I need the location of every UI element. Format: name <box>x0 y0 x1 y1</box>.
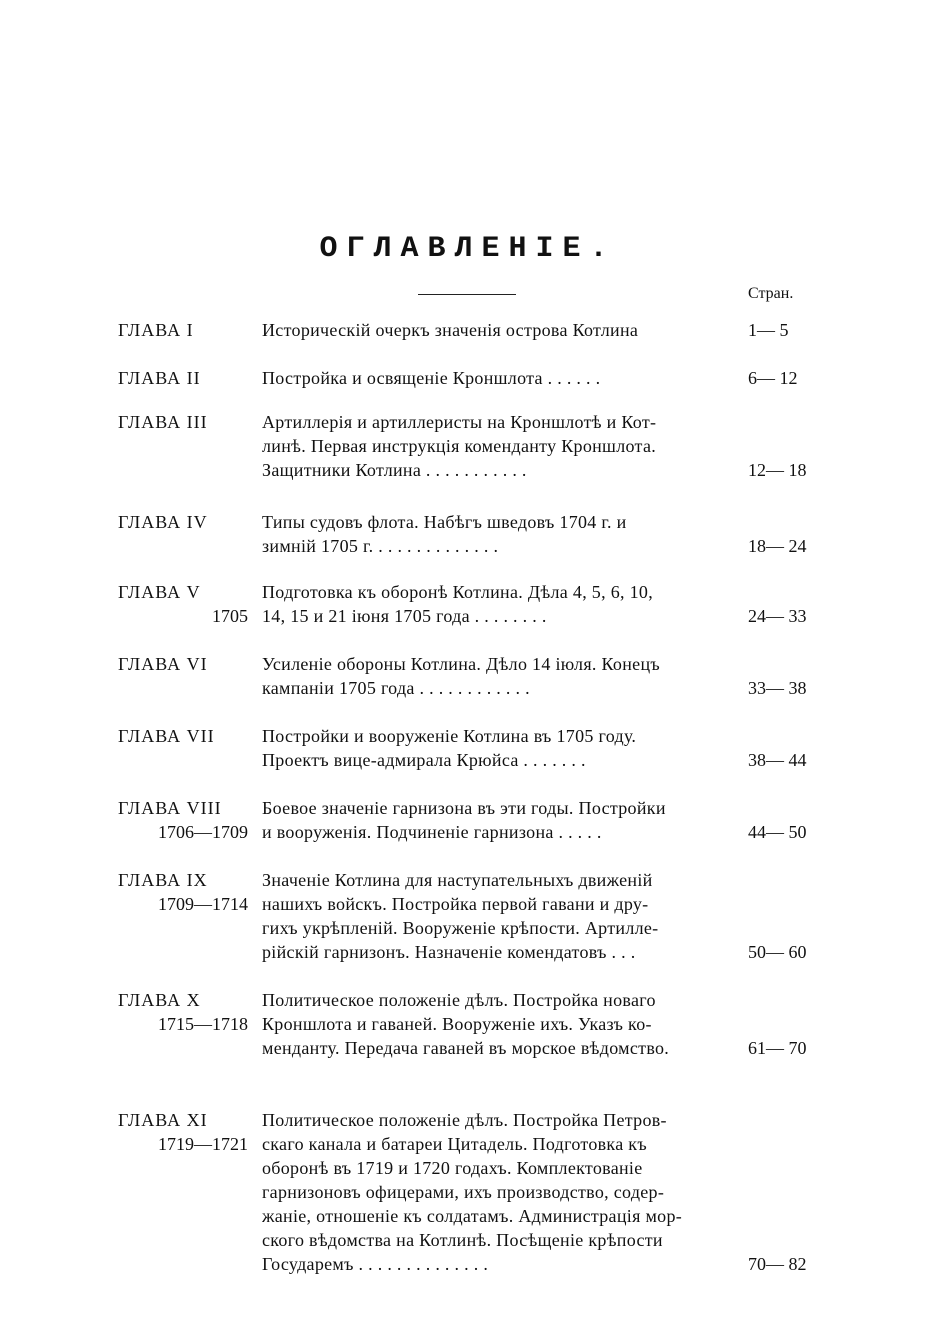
description-line: Политическое положеніе дѣлъ. Постройка новаго <box>262 990 656 1010</box>
description-line: оборонѣ въ 1719 и 1720 годахъ. Комплектованіе <box>262 1158 643 1178</box>
chapter-description <box>262 724 724 772</box>
page-range: 1— 5 <box>748 320 789 340</box>
page-range: 6— 12 <box>748 368 798 388</box>
chapter-label <box>118 652 258 676</box>
description-line: Государемъ . . . . . . . . . . . . . . <box>262 1254 489 1274</box>
chapter-number: ГЛАВА XI <box>118 1110 208 1130</box>
description-line: гихъ укрѣпленій. Вооруженіе крѣпости. Артилле- <box>262 918 659 938</box>
chapter-number: ГЛАВА I <box>118 320 194 340</box>
page-range: 24— 33 <box>748 606 807 626</box>
chapter-years: 1709—1714 <box>158 894 248 914</box>
chapter-number: ГЛАВА III <box>118 412 208 432</box>
chapter-description <box>262 1108 724 1276</box>
description-line: скаго канала и батареи Цитадель. Подготовка къ <box>262 1134 647 1154</box>
description-line: кампаніи 1705 года . . . . . . . . . . . . <box>262 678 530 698</box>
page-range: 61— 70 <box>748 1038 807 1058</box>
chapter-years: 1715—1718 <box>158 1014 248 1034</box>
chapter-label <box>118 868 258 916</box>
page-range: 50— 60 <box>748 942 807 962</box>
description-line: Типы судовъ флота. Набѣгъ шведовъ 1704 г. и <box>262 512 627 532</box>
chapter-description <box>262 366 724 390</box>
description-line: Подготовка къ оборонѣ Котлина. Дѣла 4, 5, 6, 10, <box>262 582 653 602</box>
chapter-label <box>118 724 258 748</box>
description-line: Значеніе Котлина для наступательныхъ движеній <box>262 870 653 890</box>
chapter-description <box>262 410 724 482</box>
chapter-number: ГЛАВА VI <box>118 654 208 674</box>
description-line: линѣ. Первая инструкція коменданту Кроншлота. <box>262 436 657 456</box>
description-line: Историческій очеркъ значенія острова Котлина <box>262 320 639 340</box>
description-line: зимній 1705 г. . . . . . . . . . . . . . <box>262 536 499 556</box>
page-range: 44— 50 <box>748 822 807 842</box>
chapter-number: ГЛАВА IX <box>118 870 208 890</box>
description-line: нашихъ войскъ. Постройка первой гавани и дру- <box>262 894 649 914</box>
chapter-label <box>118 988 258 1036</box>
chapter-description <box>262 652 724 700</box>
page-title: ОГЛАВЛЕНІЕ. <box>319 232 617 266</box>
description-line: 14, 15 и 21 іюня 1705 года . . . . . . . . <box>262 606 547 626</box>
description-line: Усиленіе обороны Котлина. Дѣло 14 іюля. Конецъ <box>262 654 660 674</box>
chapter-description <box>262 796 724 844</box>
description-line: Артиллерія и артиллеристы на Кроншлотѣ и Кот- <box>262 412 657 432</box>
description-line: и вооруженія. Подчиненіе гарнизона . . . . . <box>262 822 602 842</box>
description-line: Защитники Котлина . . . . . . . . . . . <box>262 460 527 480</box>
chapter-years: 1705 <box>212 606 248 626</box>
description-line: Политическое положеніе дѣлъ. Постройка Петров- <box>262 1110 667 1130</box>
description-line: ского вѣдомства на Котлинѣ. Посѣщеніе крѣпости <box>262 1230 663 1250</box>
description-line: гарнизоновъ офицерами, ихъ производство, содер- <box>262 1182 665 1202</box>
chapter-description <box>262 510 724 558</box>
chapter-label <box>118 410 258 434</box>
page-range: 70— 82 <box>748 1254 807 1274</box>
page-range: 18— 24 <box>748 536 807 556</box>
chapter-description <box>262 868 724 964</box>
description-line: Постройки и вооруженіе Котлина въ 1705 году. <box>262 726 637 746</box>
chapter-label <box>118 366 258 390</box>
pages-column-header: Стран. <box>748 285 794 302</box>
chapter-label <box>118 580 258 628</box>
page-range: 38— 44 <box>748 750 807 770</box>
chapter-label <box>118 510 258 534</box>
description-line: жаніе, отношеніе къ солдатамъ. Администрація мор- <box>262 1206 683 1226</box>
chapter-description <box>262 988 724 1060</box>
description-line: менданту. Передача гаваней въ морское вѣдомство. <box>262 1038 670 1058</box>
page-range: 33— 38 <box>748 678 807 698</box>
chapter-number: ГЛАВА II <box>118 368 201 388</box>
chapter-years: 1719—1721 <box>158 1134 248 1154</box>
chapter-description <box>262 318 724 342</box>
chapter-number: ГЛАВА VIII <box>118 798 222 818</box>
chapter-description <box>262 580 724 628</box>
description-line: Кроншлота и гаваней. Вооруженіе ихъ. Указъ ко- <box>262 1014 652 1034</box>
chapter-years: 1706—1709 <box>158 822 248 842</box>
description-line: рійскій гарнизонъ. Назначеніе комендатовъ . . . <box>262 942 636 962</box>
chapter-number: ГЛАВА V <box>118 582 201 602</box>
chapter-label <box>118 796 258 844</box>
description-line: Проектъ вице-адмирала Крюйса . . . . . . . <box>262 750 586 770</box>
chapter-number: ГЛАВА IV <box>118 512 208 532</box>
page-range: 12— 18 <box>748 460 807 480</box>
chapter-label <box>118 1108 258 1156</box>
chapter-label <box>118 318 258 342</box>
title-rule <box>418 294 516 295</box>
description-line: Постройка и освященіе Кроншлота . . . . . . <box>262 368 601 388</box>
description-line: Боевое значеніе гарнизона въ эти годы. Постройки <box>262 798 666 818</box>
chapter-number: ГЛАВА X <box>118 990 201 1010</box>
chapter-number: ГЛАВА VII <box>118 726 215 746</box>
